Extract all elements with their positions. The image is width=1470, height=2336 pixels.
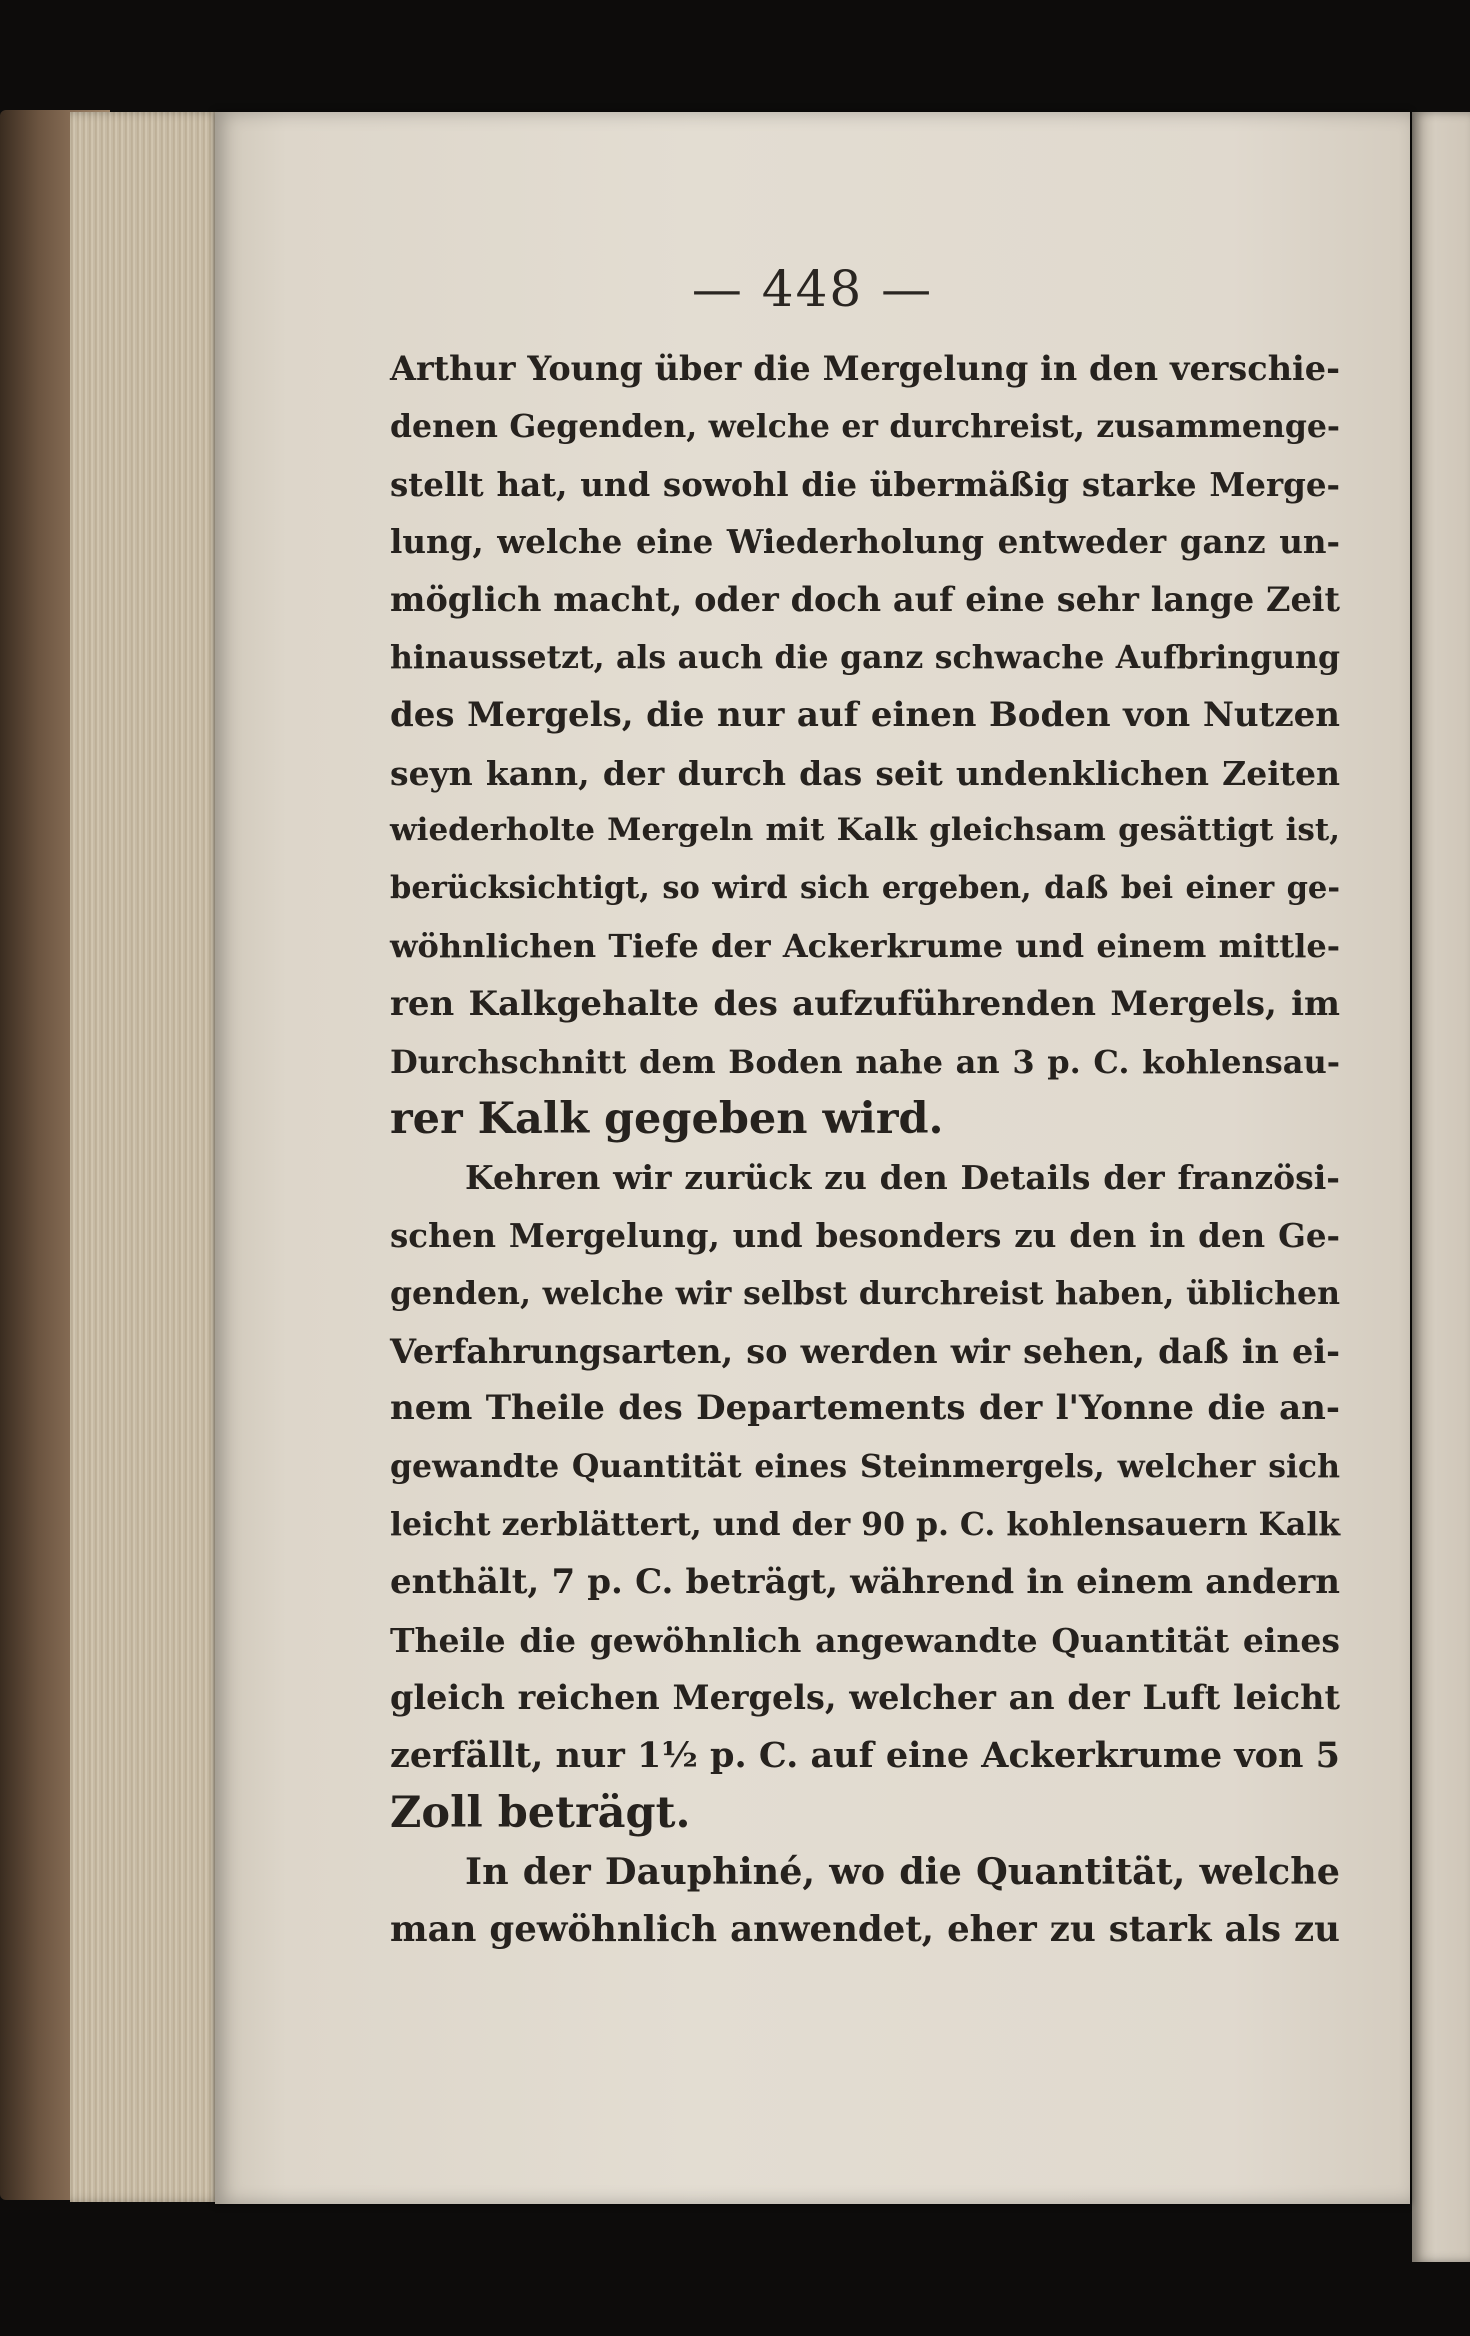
text-line: genden, welche wir selbst durchreist haben, üblichen — [390, 1274, 1340, 1312]
text-line: rer Kalk gegeben wird. — [390, 1094, 944, 1145]
text-line: seyn kann, der durch das seit undenklichen Zeiten — [390, 753, 1340, 793]
text-line: gewandte Quantität eines Steinmergels, welcher sich — [390, 1448, 1340, 1486]
text-line: denen Gegenden, welche er durchreist, zusammenge- — [390, 407, 1340, 445]
text-line: Theile die gewöhnlich angewandte Quantität eines — [390, 1620, 1340, 1660]
text-line: leicht zerblättert, und der 90 p. C. kohlensauern Kalk — [390, 1505, 1341, 1543]
book-page — [215, 112, 1410, 2204]
text-line: Kehren wir zurück zu den Details der französi- — [465, 1158, 1340, 1198]
text-line: nem Theile des Departements der l'Yonne die an- — [390, 1388, 1340, 1429]
text-line: stellt hat, und sowohl die übermäßig starke Merge- — [390, 464, 1340, 504]
text-line: hinaussetzt, als auch die ganz schwache Aufbringung — [390, 638, 1340, 676]
text-line: wöhnlichen Tiefe der Ackerkrume und einem mittle- — [390, 926, 1340, 965]
text-line: des Mergels, die nur auf einen Boden von Nutzen — [390, 694, 1340, 735]
text-line: Zoll beträgt. — [390, 1787, 691, 1838]
text-line: ren Kalkgehalte des aufzuführenden Mergels, im — [390, 983, 1340, 1024]
text-line: Arthur Young über die Mergelung in den verschie- — [390, 349, 1340, 388]
page-edges — [70, 112, 230, 2202]
text-line: zerfällt, nur 1½ p. C. auf eine Ackerkrume von 5 — [390, 1735, 1341, 1777]
page-number: — 448 — — [691, 260, 934, 318]
text-line: In der Dauphiné, wo die Quantität, welche — [465, 1849, 1340, 1893]
text-line: man gewöhnlich anwendet, eher zu stark als zu — [390, 1908, 1340, 1950]
text-line: berücksichtigt, so wird sich ergeben, daß bei einer ge- — [390, 870, 1340, 907]
text-line: Durchschnitt dem Boden nahe an 3 p. C. kohlensau- — [390, 1042, 1340, 1081]
text-line: gleich reichen Mergels, welcher an der Luft leicht — [390, 1678, 1340, 1718]
text-line: Verfahrungsarten, so werden wir sehen, daß in ei- — [390, 1331, 1340, 1371]
text-line: lung, welche eine Wiederholung entweder ganz un- — [390, 522, 1340, 562]
text-line: möglich macht, oder doch auf eine sehr lange Zeit — [390, 580, 1340, 620]
text-line: schen Mergelung, und besonders zu den in den Ge- — [390, 1215, 1340, 1255]
facing-page-edge — [1412, 112, 1470, 2262]
text-line: wiederholte Mergeln mit Kalk gleichsam gesättigt ist, — [390, 812, 1340, 849]
body-text — [390, 340, 1340, 1958]
text-line: enthält, 7 p. C. beträgt, während in einem andern — [390, 1561, 1340, 1602]
